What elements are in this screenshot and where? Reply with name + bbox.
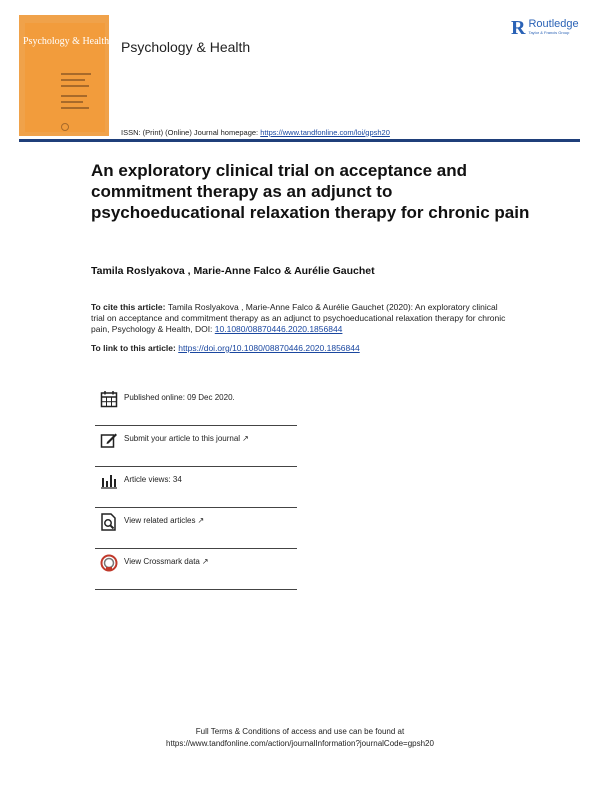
- bar-chart-icon: [100, 472, 118, 490]
- terms-url[interactable]: https://www.tandfonline.com/action/journalInformation?journalCode=gpsh20: [166, 739, 434, 748]
- article-authors: Tamila Roslyakova , Marie-Anne Falco & Aurélie Gauchet: [91, 265, 375, 277]
- routledge-logo: [511, 18, 579, 38]
- published-date-label: Published online: 09 Dec 2020.: [124, 393, 235, 402]
- journal-name[interactable]: Psychology & Health: [121, 39, 251, 55]
- journal-cover-image: [19, 15, 109, 136]
- routledge-r-icon: R: [511, 17, 526, 39]
- submit-article-label: Submit your article to this journal: [124, 434, 241, 443]
- terms-footer: [0, 726, 600, 750]
- article-title: An exploratory clinical trial on acceptance and commitment therapy as an adjunct to psychoeducational relaxation therapy for chronic pain: [91, 161, 530, 222]
- external-link-icon: ↗: [201, 557, 209, 566]
- header-divider: [19, 139, 580, 142]
- submit-article-row[interactable]: [95, 426, 297, 467]
- doi-link[interactable]: 10.1080/08870446.2020.1856844: [214, 324, 343, 334]
- citation-block: [91, 302, 511, 335]
- issn-line: [121, 128, 390, 137]
- journal-homepage-link[interactable]: https://www.tandfonline.com/loi/gpsh20: [260, 128, 390, 137]
- crossmark-icon: [100, 554, 118, 572]
- link-label: To link to this article:: [91, 343, 179, 353]
- related-articles-label: View related articles: [124, 516, 196, 525]
- edit-icon: [100, 431, 118, 449]
- related-articles-row[interactable]: [95, 508, 297, 549]
- terms-line: Full Terms & Conditions of access and use can be found at: [195, 727, 405, 736]
- issn-text: ISSN: (Print) (Online) Journal homepage:: [121, 128, 261, 137]
- search-document-icon: [100, 513, 118, 531]
- cite-text: Tamila Roslyakova , Marie-Anne Falco & Aurélie Gauchet (2020): An exploratory clinical trial on acceptance and commitment therapy as an adjunct to psychoeducational relaxation therapy for chronic pain, Psychology & Health, DOI:: [91, 302, 506, 334]
- crossmark-row[interactable]: [95, 549, 297, 590]
- article-url-link[interactable]: https://doi.org/10.1080/08870446.2020.1856844: [178, 343, 360, 353]
- article-link-line: [91, 343, 360, 353]
- crossmark-label: View Crossmark data: [124, 557, 200, 566]
- external-link-icon: ↗: [242, 434, 249, 443]
- article-views-row: [95, 467, 297, 508]
- publisher-subtitle: Taylor & Francis Group: [528, 30, 570, 35]
- external-link-icon: ↗: [197, 516, 205, 525]
- cite-label: To cite this article:: [91, 302, 168, 312]
- published-online-row: [95, 385, 297, 426]
- calendar-icon: [100, 390, 118, 408]
- article-views-label: Article views: 34: [124, 475, 182, 484]
- cover-title: Psychology & Health: [23, 36, 109, 47]
- publisher-name: Routledge: [528, 18, 579, 30]
